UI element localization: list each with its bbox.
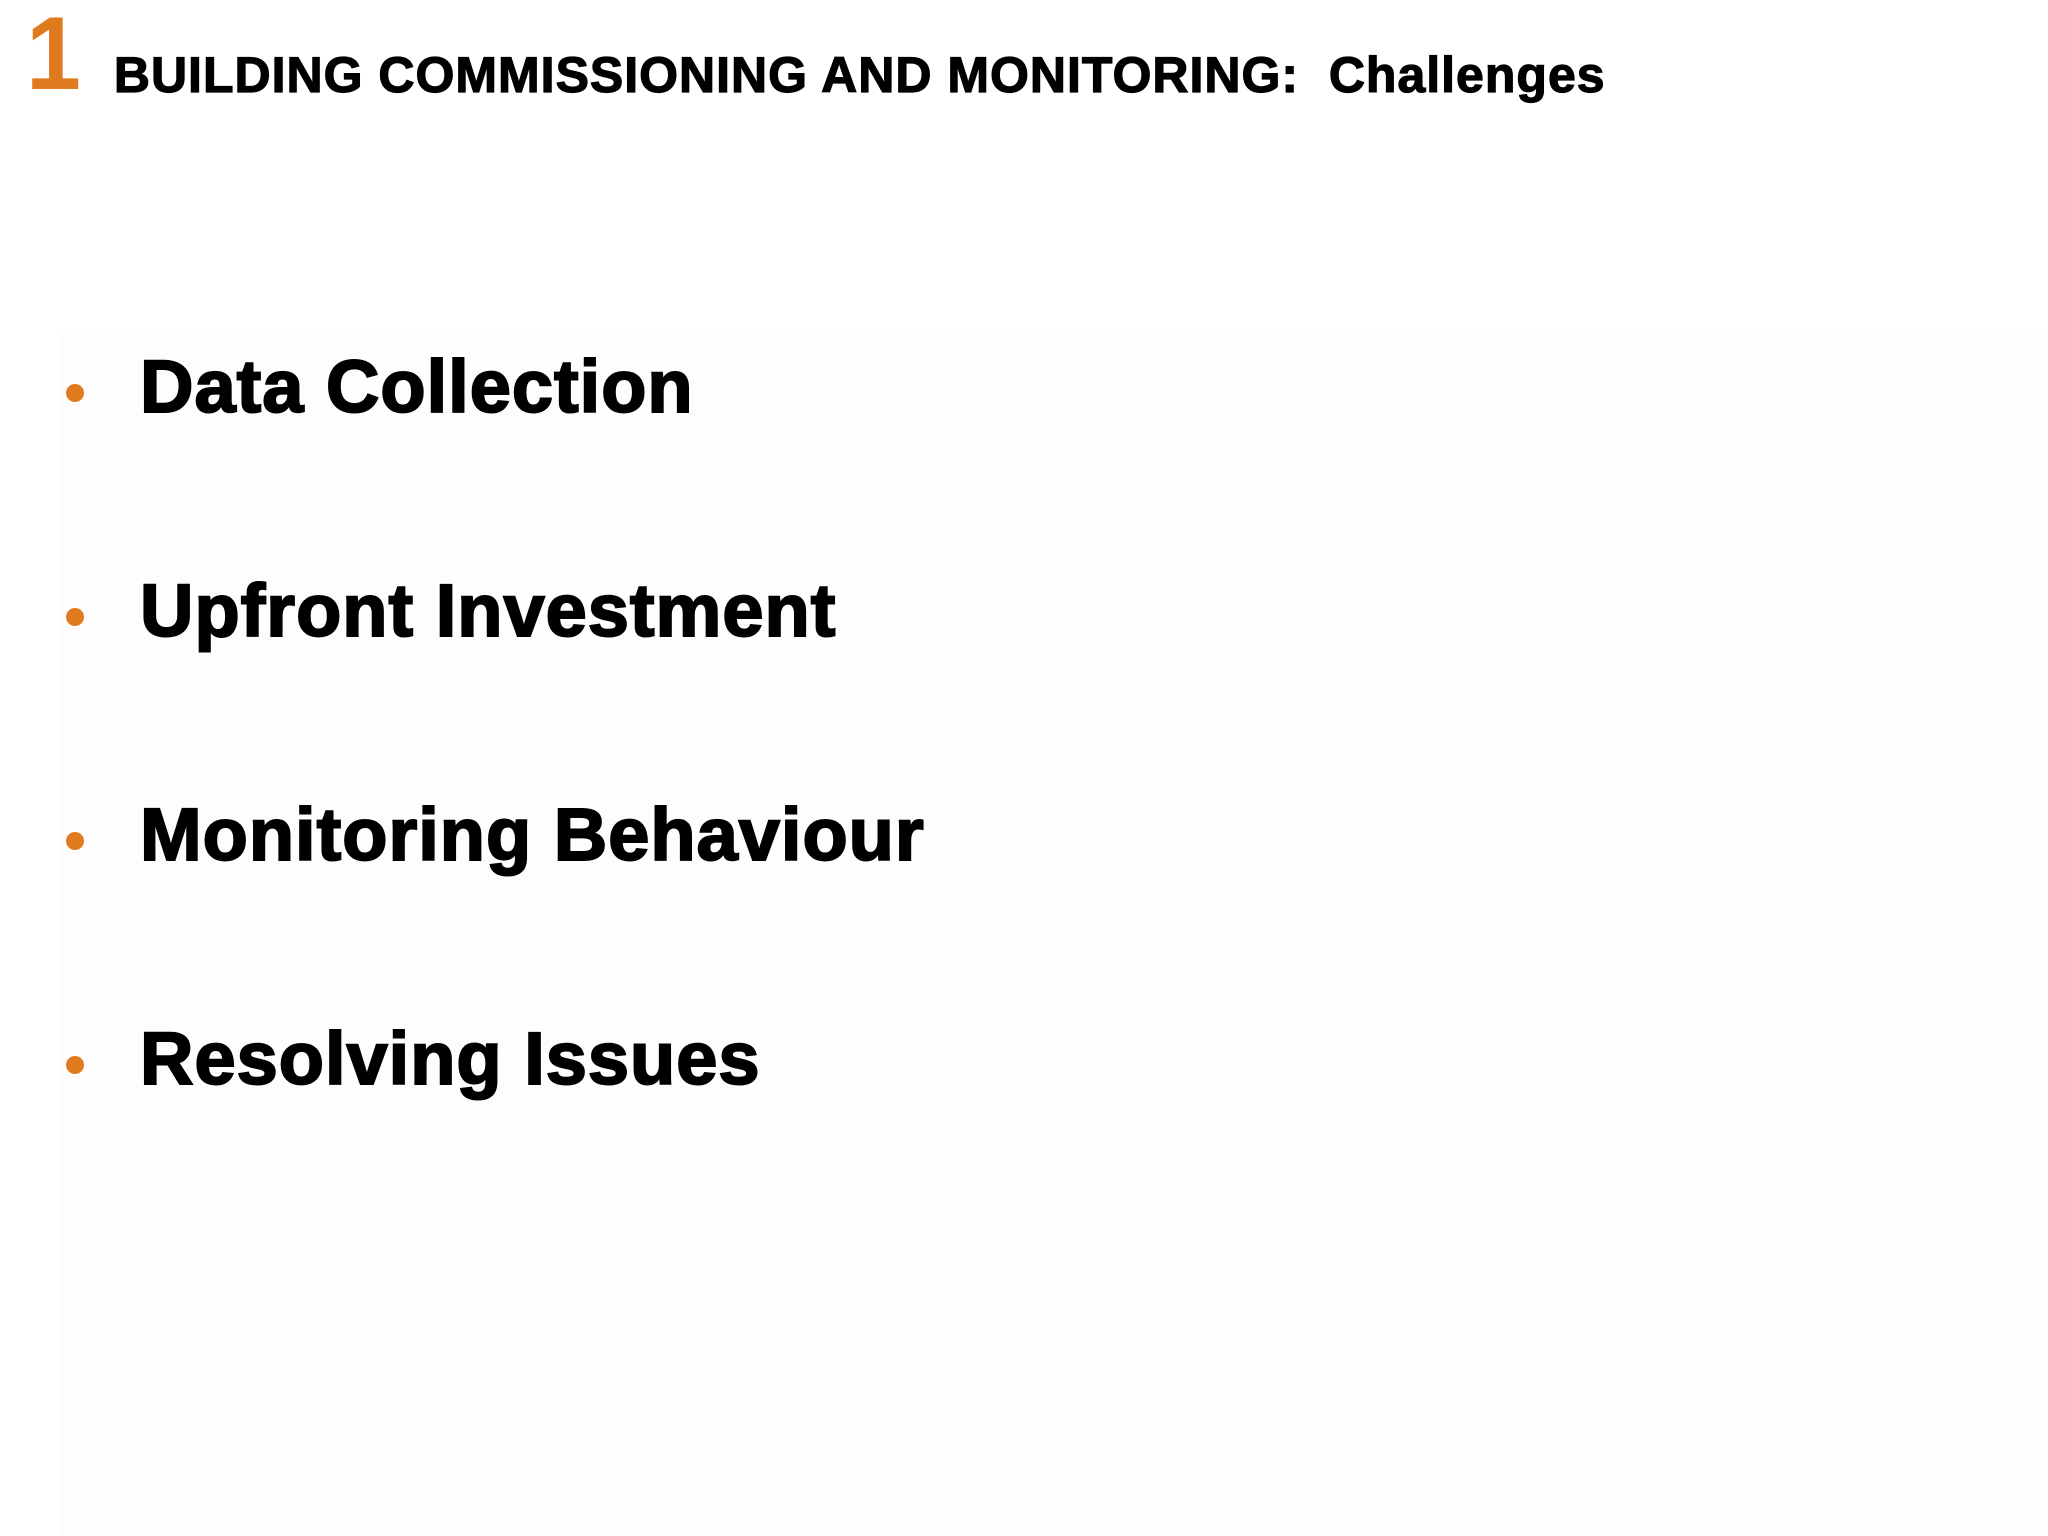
bullet-text: Resolving Issues <box>140 1017 761 1100</box>
slide-title: BUILDING COMMISSIONING AND MONITORING: Challenges <box>113 47 1606 103</box>
bullet-dot-icon <box>66 608 84 626</box>
list-item <box>66 1017 925 1246</box>
slide-header <box>26 0 1606 112</box>
bullet-text: Upfront Investment <box>140 569 837 652</box>
bullet-dot-icon <box>66 1056 84 1074</box>
bullet-text: Monitoring Behaviour <box>140 793 925 876</box>
bullet-dot-icon <box>66 832 84 850</box>
bullet-dot-icon <box>66 384 84 402</box>
section-number: 1 <box>26 0 80 112</box>
bullet-list <box>66 345 925 1246</box>
list-item <box>66 793 925 1022</box>
list-item <box>66 345 925 574</box>
list-item <box>66 569 925 798</box>
bullet-text: Data Collection <box>140 345 694 428</box>
